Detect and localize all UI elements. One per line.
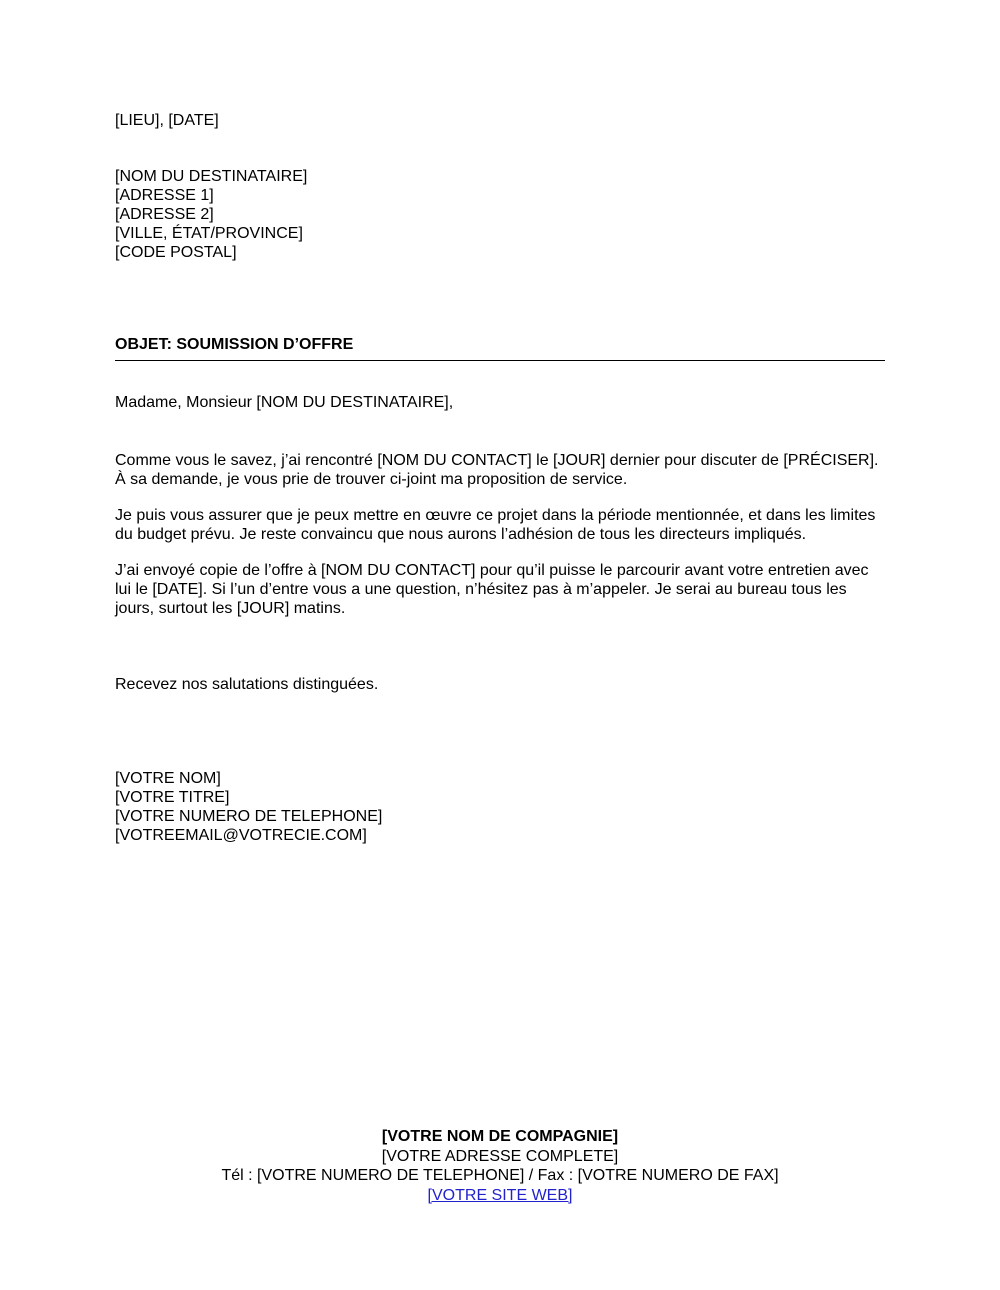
subject-line: OBJET: SOUMISSION D’OFFRE bbox=[115, 335, 885, 361]
recipient-block bbox=[115, 167, 885, 262]
body-paragraph: Je puis vous assurer que je peux mettre en œuvre ce projet dans la période mentionnée, et dans les limites du budget prévu. Je reste convaincu que nous aurons l’adhésion de tous les directeurs impliqués. bbox=[115, 507, 876, 543]
recipient-name: [NOM DU DESTINATAIRE] bbox=[115, 168, 308, 185]
signature-email: [VOTREEMAIL@VOTRECIE.COM] bbox=[115, 827, 367, 844]
recipient-address1: [ADRESSE 1] bbox=[115, 187, 214, 204]
signature-phone: [VOTRE NUMERO DE TELEPHONE] bbox=[115, 808, 383, 825]
signature-block bbox=[115, 769, 885, 845]
footer-website-link[interactable]: [VOTRE SITE WEB] bbox=[427, 1186, 573, 1204]
footer-phone-fax: Tél : [VOTRE NUMERO DE TELEPHONE] / Fax : [VOTRE NUMERO DE FAX] bbox=[221, 1167, 779, 1184]
body-paragraph: Comme vous le savez, j’ai rencontré [NOM DU CONTACT] le [JOUR] dernier pour discuter de [PRÉCISER]. À sa demande, je vous prie de trouver ci-joint ma proposition de service. bbox=[115, 452, 879, 488]
footer-company-name: [VOTRE NOM DE COMPAGNIE] bbox=[381, 1128, 619, 1145]
letter-body bbox=[115, 451, 885, 635]
footer-block bbox=[115, 1127, 885, 1205]
closing-line: Recevez nos salutations distinguées. bbox=[115, 676, 379, 693]
signature-title: [VOTRE TITRE] bbox=[115, 789, 230, 806]
recipient-city: [VILLE, ÉTAT/PROVINCE] bbox=[115, 225, 303, 242]
footer-address: [VOTRE ADRESSE COMPLETE] bbox=[381, 1147, 619, 1165]
salutation: Madame, Monsieur [NOM DU DESTINATAIRE], bbox=[115, 394, 454, 411]
recipient-address2: [ADRESSE 2] bbox=[115, 206, 214, 223]
body-paragraph: J’ai envoyé copie de l’offre à [NOM DU CONTACT] pour qu’il puisse le parcourir avant votre entretien avec lui le [DATE]. Si l’un d’entre vous a une question, n’hésitez pas à m’appeler. Je serai au bureau tous les jours, surtout les [JOUR] matins. bbox=[115, 562, 869, 617]
recipient-postal-code: [CODE POSTAL] bbox=[115, 244, 237, 261]
place-date: [LIEU], [DATE] bbox=[115, 112, 219, 129]
signature-name: [VOTRE NOM] bbox=[115, 770, 221, 787]
